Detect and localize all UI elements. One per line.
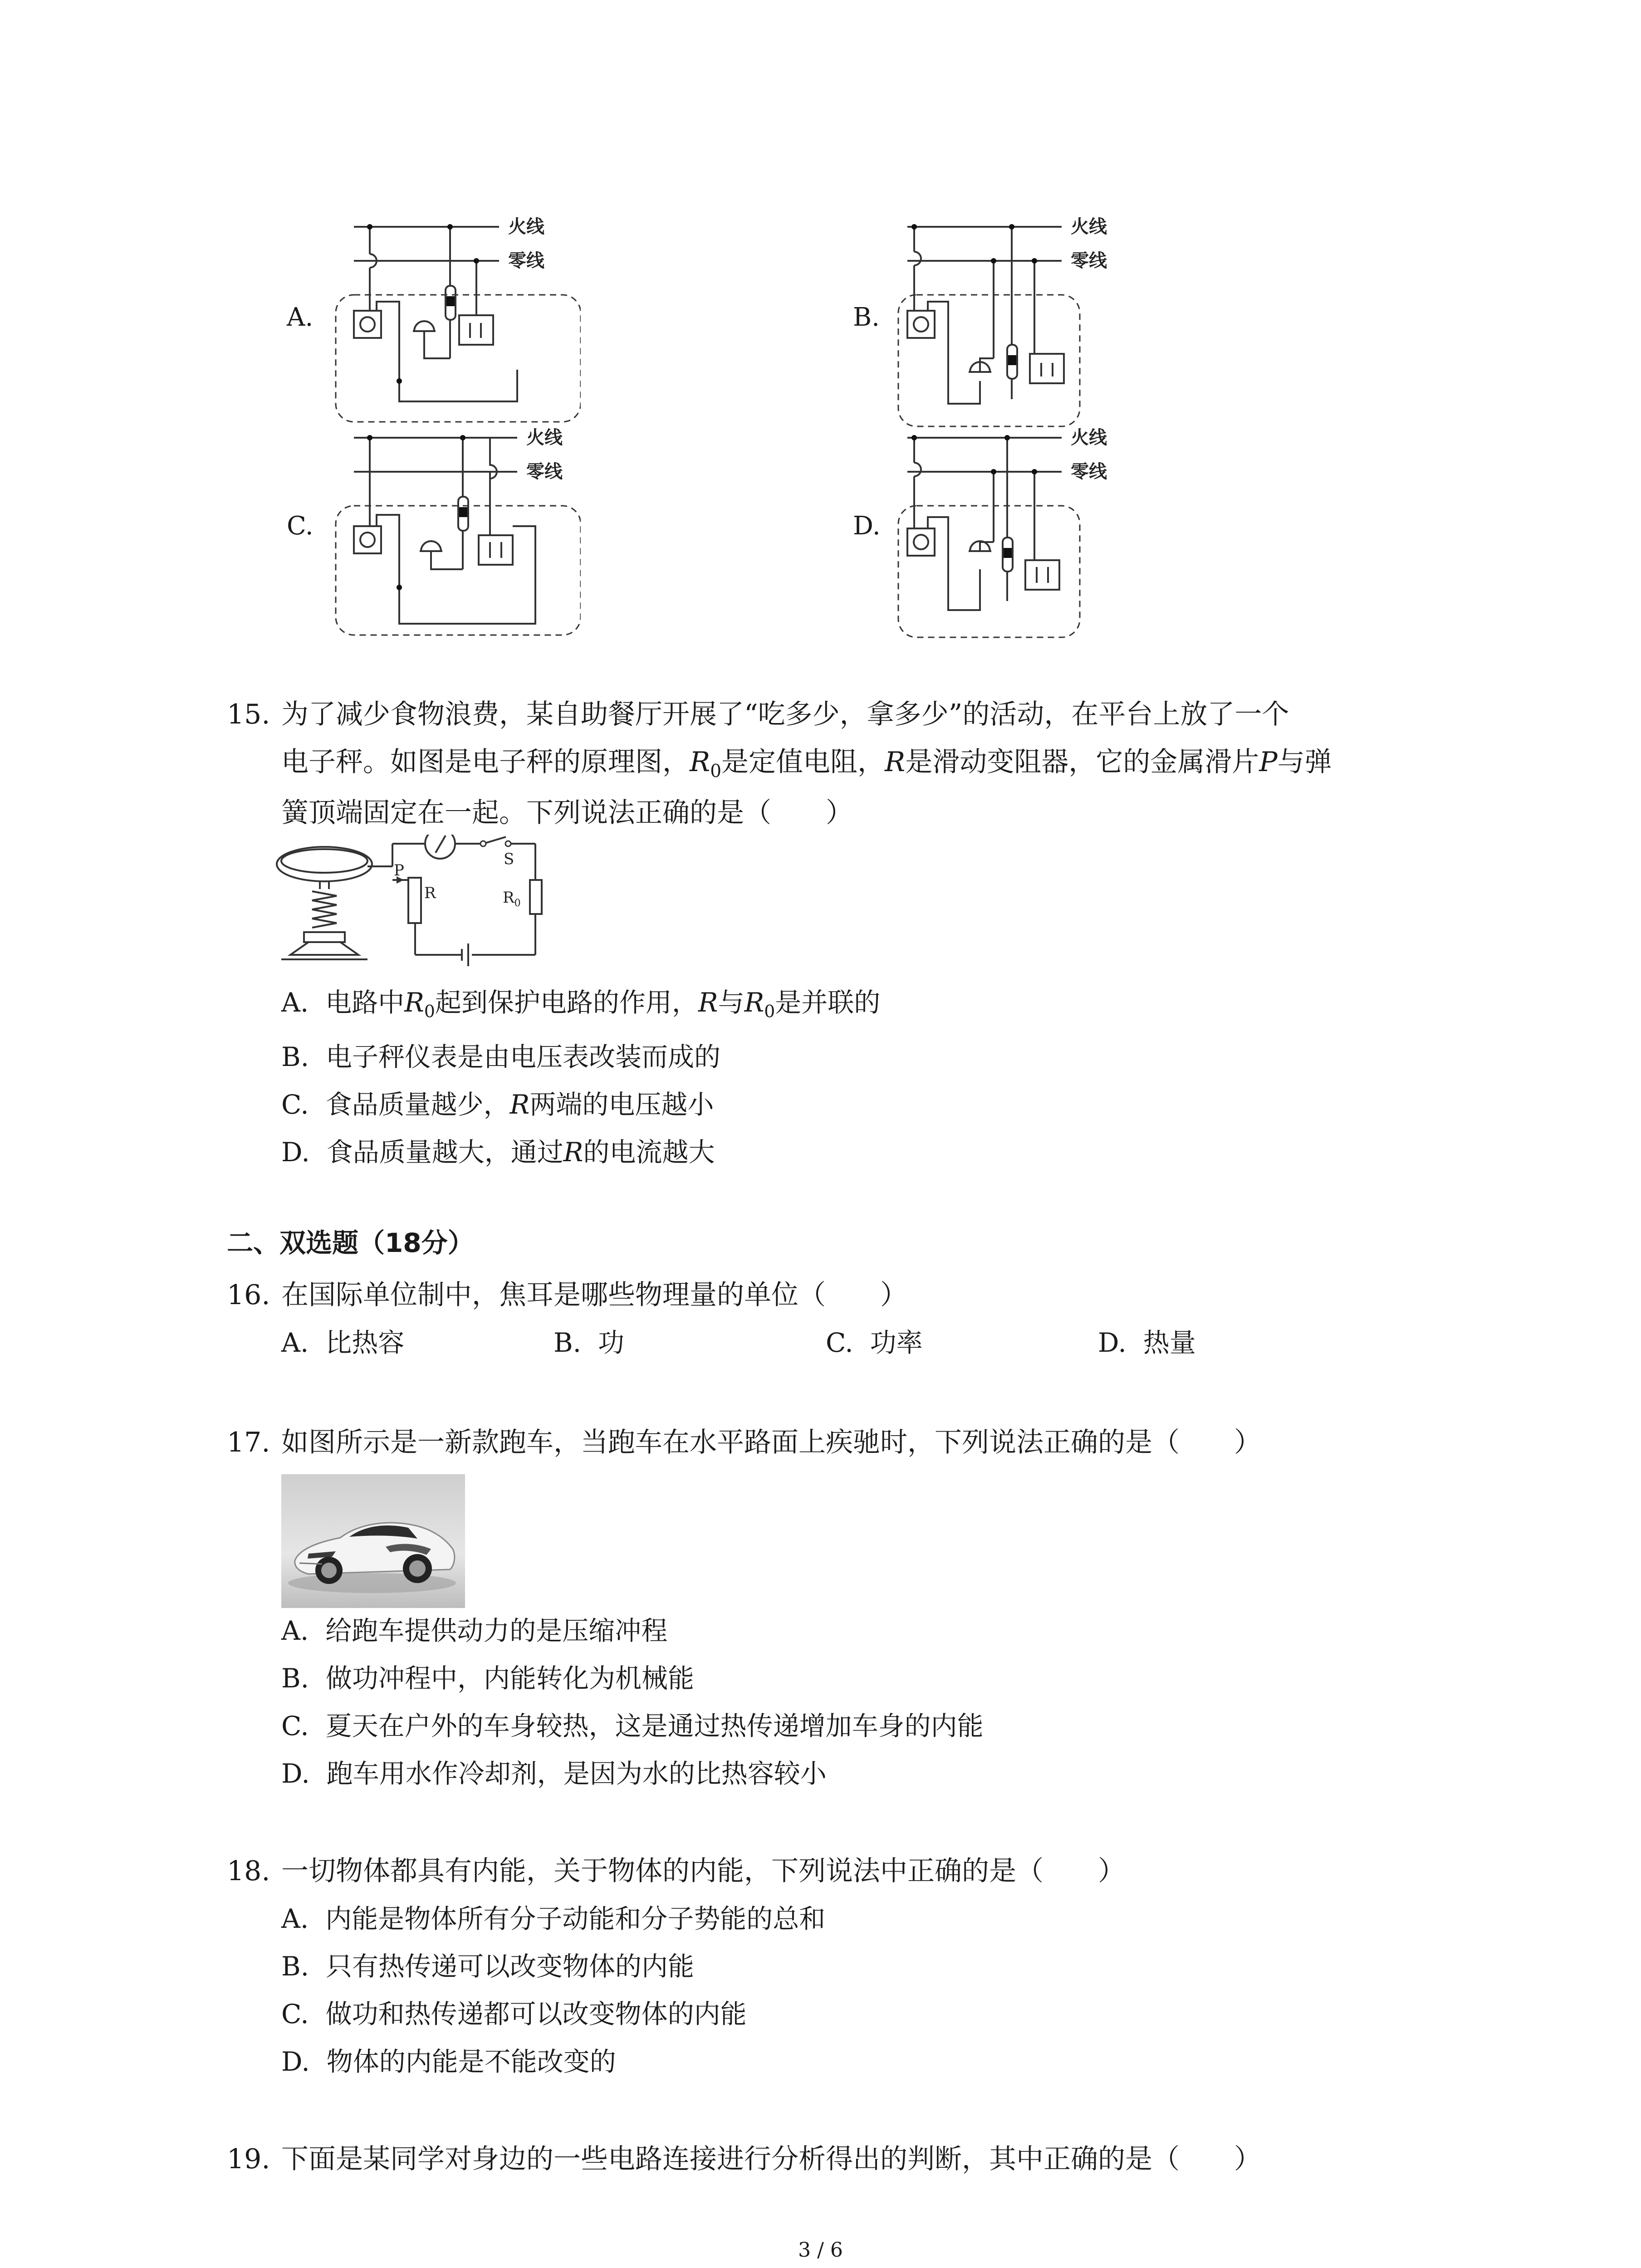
q19-number: 19. bbox=[227, 2143, 270, 2175]
q17-option-a: A. 给跑车提供动力的是压缩冲程 bbox=[281, 1615, 668, 1646]
switch-s-label: S bbox=[504, 850, 514, 868]
q15-line3: 簧顶端固定在一起。下列说法正确的是（ ） bbox=[281, 797, 853, 829]
circuit-diagram-b bbox=[889, 209, 1143, 435]
q16-option-b: B. 功 bbox=[554, 1327, 624, 1358]
q15-line1: 为了减少食物浪费，某自助餐厅开展了“吃多少，拿多少”的活动，在平台上放了一个 bbox=[281, 699, 1289, 730]
circuit-option-c-label: C. bbox=[287, 511, 314, 541]
circuit-option-b-label: B. bbox=[853, 303, 880, 332]
circuit-option-a-label: A. bbox=[287, 303, 314, 332]
q18-option-d: D. 物体的内能是不能改变的 bbox=[281, 2046, 616, 2077]
fire-wire-label-b: 火线 bbox=[1071, 216, 1107, 237]
zero-wire-label-c: 零线 bbox=[526, 461, 563, 482]
q15-option-d: D. 食品质量越大，通过R的电流越大 bbox=[281, 1137, 715, 1168]
zero-wire-label-a: 零线 bbox=[508, 250, 544, 271]
q16-option-c: C. 功率 bbox=[826, 1327, 923, 1358]
section-2-title: 二、双选题（18分） bbox=[227, 1227, 474, 1258]
q18-number: 18. bbox=[227, 1855, 270, 1887]
q16-text: 在国际单位制中，焦耳是哪些物理量的单位（ ） bbox=[281, 1279, 907, 1311]
page-number: 3 / 6 bbox=[798, 2239, 843, 2262]
q17-option-c: C. 夏天在户外的车身较热，这是通过热传递增加车身的内能 bbox=[281, 1711, 984, 1741]
fire-wire-label-c: 火线 bbox=[526, 427, 563, 448]
resistor-r-label: R bbox=[424, 884, 436, 902]
resistor-r0-label: $R_0$ bbox=[503, 889, 521, 909]
q16-number: 16. bbox=[227, 1279, 270, 1311]
sports-car-image bbox=[281, 1474, 465, 1608]
circuit-diagram-d bbox=[889, 420, 1143, 646]
q18-option-b: B. 只有热传递可以改变物体的内能 bbox=[281, 1951, 694, 1982]
q17-option-d: D. 跑车用水作冷却剂，是因为水的比热容较小 bbox=[281, 1758, 827, 1789]
slider-p-label: P bbox=[394, 861, 404, 880]
electronic-scale-figure bbox=[272, 835, 572, 971]
q18-text: 一切物体都具有内能，关于物体的内能，下列说法中正确的是（ ） bbox=[281, 1855, 1125, 1887]
q15-option-c: C. 食品质量越少，R两端的电压越小 bbox=[281, 1089, 714, 1120]
q19-text: 下面是某同学对身边的一些电路连接进行分析得出的判断，其中正确的是（ ） bbox=[281, 2143, 1261, 2175]
circuit-diagram-a bbox=[327, 209, 581, 435]
q15-option-b: B. 电子秤仪表是由电压表改装而成的 bbox=[281, 1041, 720, 1072]
circuit-option-d-label: D. bbox=[853, 511, 881, 541]
q18-option-c: C. 做功和热传递都可以改变物体的内能 bbox=[281, 1999, 747, 2029]
zero-wire-label-d: 零线 bbox=[1071, 461, 1107, 482]
q15-line2: 电子秤。如图是电子秤的原理图，$R_0$是定值电阻，R是滑动变阻器，它的金属滑片P与弹 bbox=[281, 746, 1332, 782]
q15-option-a: A. 电路中$R_0$起到保护电路的作用，R与$R_0$是并联的 bbox=[281, 987, 881, 1022]
q17-number: 17. bbox=[227, 1427, 270, 1458]
q17-option-b: B. 做功冲程中，内能转化为机械能 bbox=[281, 1663, 694, 1694]
fire-wire-label-d: 火线 bbox=[1071, 427, 1107, 448]
fire-wire-label-a: 火线 bbox=[508, 216, 544, 237]
q15-number: 15. bbox=[227, 699, 270, 730]
q16-option-a: A. 比热容 bbox=[281, 1327, 405, 1358]
zero-wire-label-b: 零线 bbox=[1071, 250, 1107, 271]
circuit-diagram-c bbox=[327, 420, 581, 646]
q18-option-a: A. 内能是物体所有分子动能和分子势能的总和 bbox=[281, 1903, 826, 1934]
q17-text: 如图所示是一新款跑车，当跑车在水平路面上疾驰时，下列说法正确的是（ ） bbox=[281, 1427, 1261, 1458]
q16-option-d: D. 热量 bbox=[1098, 1327, 1196, 1358]
